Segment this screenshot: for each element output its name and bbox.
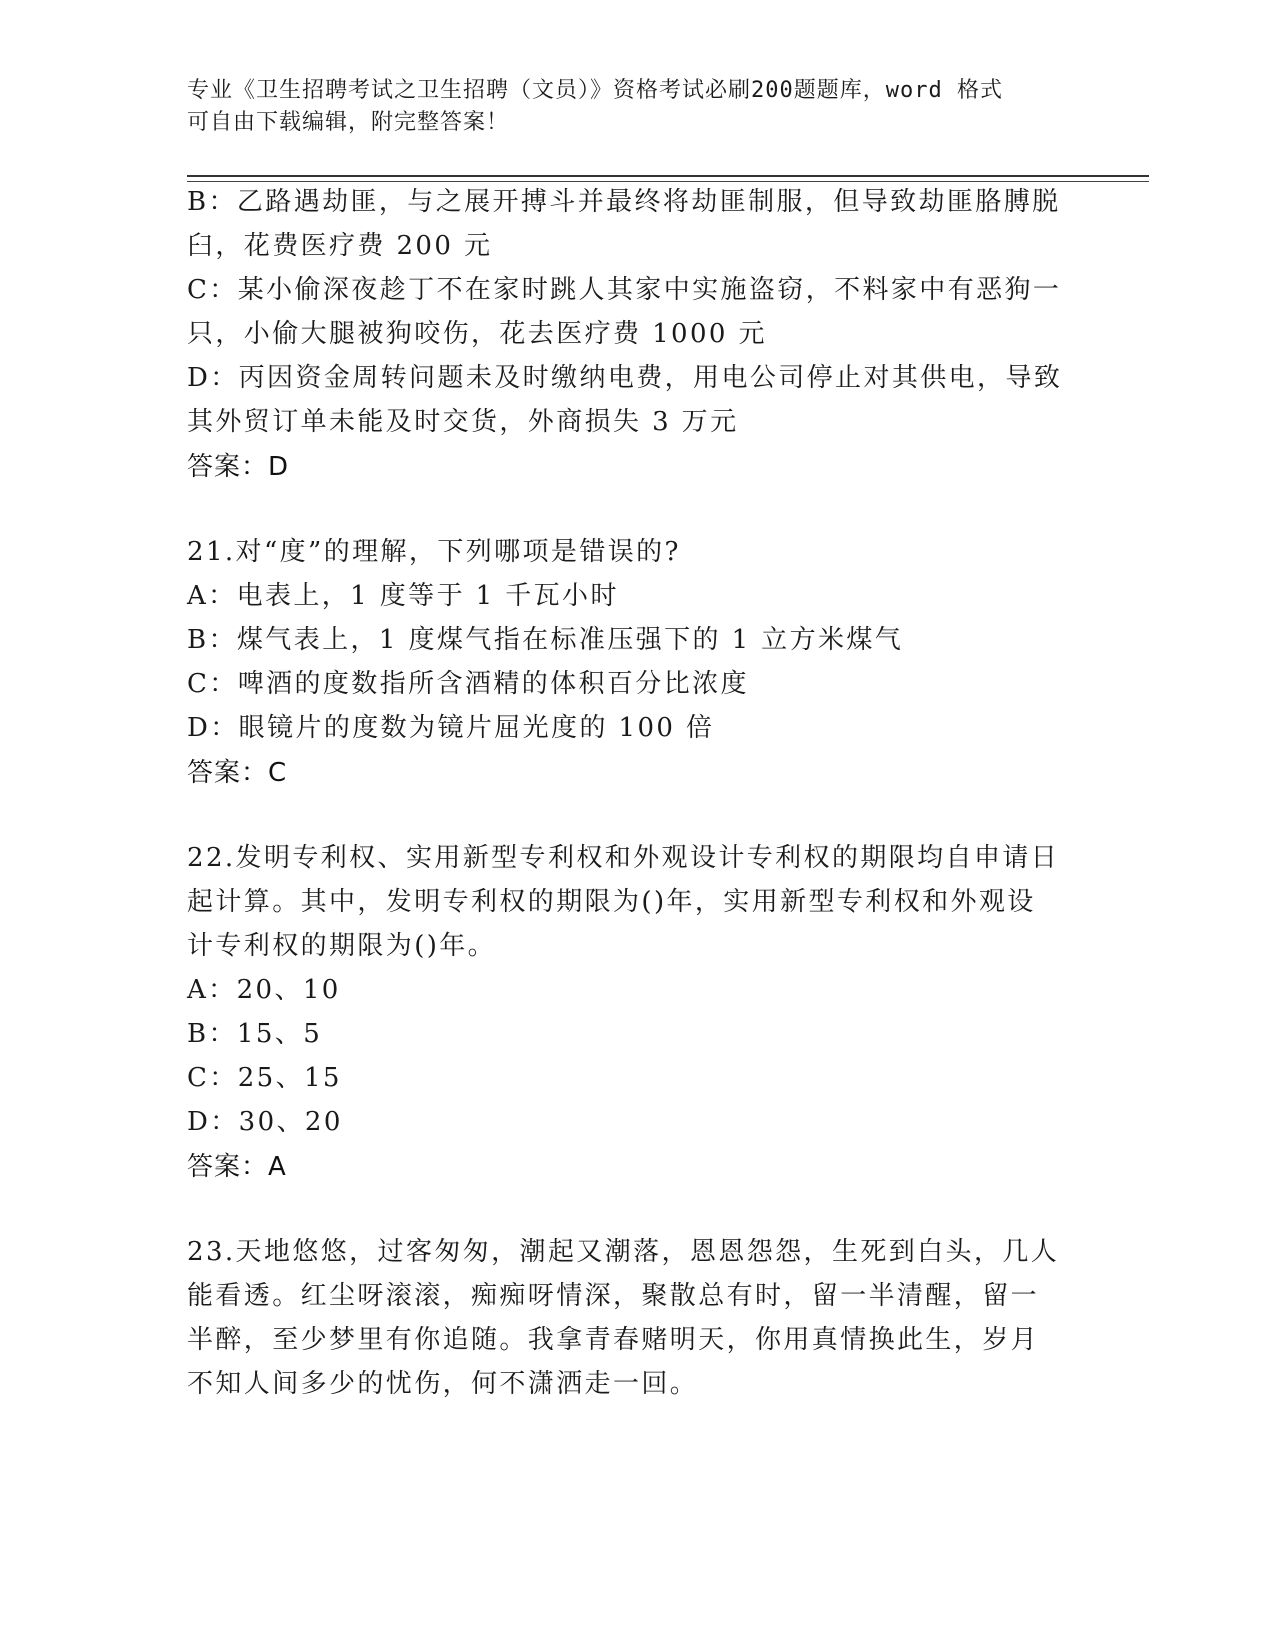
prev-option-d-line-1: D：丙因资金周转问题未及时缴纳电费，用电公司停止对其供电，导致 (187, 363, 1063, 393)
header-divider-thick (187, 175, 1149, 177)
q21-option-d: D：眼镜片的度数为镜片屈光度的 100 倍 (187, 713, 715, 743)
q22-question-line-2: 起计算。其中，发明专利权的期限为()年，实用新型专利权和外观设 (187, 887, 1036, 917)
q21-option-a: A：电表上，1 度等于 1 千瓦小时 (187, 581, 619, 611)
q22-option-b: B：15、5 (187, 1019, 323, 1049)
q22-answer: 答案：A (187, 1152, 287, 1182)
prev-option-b-line-1: B：乙路遇劫匪，与之展开搏斗并最终将劫匪制服，但导致劫匪胳膊脱 (187, 187, 1061, 217)
prev-option-d-line-2: 其外贸订单未能及时交货，外商损失 3 万元 (187, 407, 739, 437)
q21-question: 21.对“度”的理解，下列哪项是错误的? (187, 537, 681, 567)
header-title-line-1: 专业《卫生招聘考试之卫生招聘（文员）》资格考试必刷200题题库，word 格式 (187, 78, 1003, 103)
document-header (187, 75, 1067, 139)
q22-question-line-3: 计专利权的期限为()年。 (187, 931, 497, 961)
q22-option-c: C：25、15 (187, 1063, 342, 1093)
prev-option-b-line-2: 臼，花费医疗费 200 元 (187, 231, 493, 261)
q23-question-line-4: 不知人间多少的忧伤，何不潇洒走一回。 (187, 1369, 699, 1399)
q23-question-line-1: 23.天地悠悠，过客匆匆，潮起又潮落，恩恩怨怨，生死到白头，几人 (187, 1237, 1060, 1267)
q21-answer: 答案：C (187, 758, 288, 788)
q22-question-line-1: 22.发明专利权、实用新型专利权和外观设计专利权的期限均自申请日 (187, 843, 1060, 873)
q21-option-b: B：煤气表上，1 度煤气指在标准压强下的 1 立方米煤气 (187, 625, 904, 655)
q22-option-a: A：20、10 (187, 975, 341, 1005)
prev-answer: 答案：D (187, 452, 290, 482)
q23-question-line-3: 半醉，至少梦里有你追随。我拿青春赌明天，你用真情换此生，岁月 (187, 1325, 1040, 1355)
header-title-line-2: 可自由下载编辑，附完整答案！ (187, 110, 510, 135)
prev-option-c-line-2: 只，小偷大腿被狗咬伤，花去医疗费 1000 元 (187, 319, 767, 349)
q23-question-line-2: 能看透。红尘呀滚滚，痴痴呀情深，聚散总有时，留一半清醒，留一 (187, 1281, 1040, 1311)
q22-option-d: D：30、20 (187, 1107, 343, 1137)
prev-option-c-line-1: C：某小偷深夜趁丁不在家时跳人其家中实施盗窃，不料家中有恶狗一 (187, 275, 1062, 305)
q21-option-c: C：啤酒的度数指所含酒精的体积百分比浓度 (187, 669, 749, 699)
